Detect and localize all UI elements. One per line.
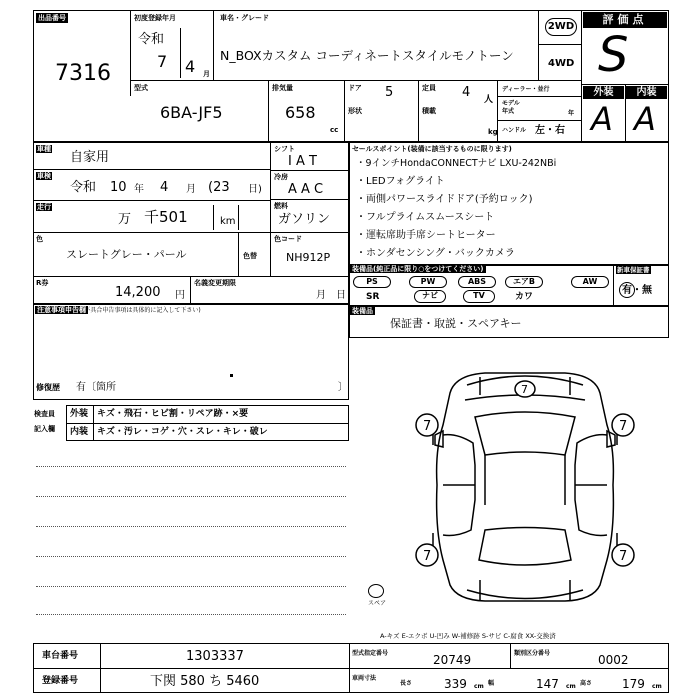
supplied-text: 保証書・取説・スペアキー [390, 317, 522, 330]
displacement-value: 658 [285, 103, 316, 122]
month-char: 月 [186, 184, 196, 195]
interior-label: 内装 [626, 86, 667, 99]
grade-value: S [598, 27, 629, 83]
recycle-label: R券 [36, 279, 49, 287]
equip-tv: TV [463, 290, 495, 303]
repair-close: 〕 [338, 382, 348, 393]
load-label: 積載 [422, 107, 436, 115]
first-reg-label: 初度登録年月 [134, 14, 176, 22]
doors-value: 5 [385, 85, 394, 100]
sales-point-item: ・LEDフォグライト [356, 176, 445, 187]
handle-label: ハンドル [502, 127, 527, 134]
dims-label: 車両寸法 [352, 675, 377, 682]
height-value: 179 [622, 677, 645, 691]
sales-point-item: ・フルプライムスムースシート [356, 212, 495, 223]
equip-ps: PS [353, 276, 391, 288]
grade-label: 評価点 [583, 12, 667, 28]
reg-label: 登録番号 [42, 676, 79, 686]
mark-front-right: 7 [619, 419, 628, 434]
new-warranty-circle [619, 282, 635, 298]
inspection-year: 10 [110, 180, 127, 195]
notes-hint: (不具合申告事項は具体的に記入して下さい) [82, 307, 201, 314]
displacement-label: 排気量 [272, 84, 293, 92]
equip-airbag: エアB [505, 276, 543, 288]
chassis-value: 1303337 [186, 649, 244, 664]
mileage-sen: 千501 [144, 208, 188, 226]
mark-front-left: 7 [423, 419, 432, 434]
car-diagram [395, 355, 655, 615]
repair-value: 有〔箇所 [76, 382, 116, 393]
model-year-label: モデル年式 [502, 100, 520, 115]
spare-circle [368, 584, 384, 598]
usage-label: 車種 [37, 145, 51, 153]
notes-line [36, 586, 346, 587]
tax-label: 名義変更期限 [194, 279, 236, 287]
color-code-label: 色コード [274, 235, 302, 243]
sales-points-title: セールスポイント(装備に該当するものに限ります) [352, 145, 512, 153]
cert-label: 型式指定番号 [352, 650, 389, 657]
notes-line [36, 526, 346, 527]
notes-line [36, 496, 346, 497]
sales-point-item: ・運転席助手席シートヒーター [356, 230, 496, 241]
interior-grade: A [634, 100, 656, 138]
inspection-label: 車検 [37, 172, 51, 180]
ac-label: 冷房 [274, 173, 288, 181]
year-char: 年 [134, 184, 144, 195]
length-unit: cm [474, 683, 484, 690]
mark-rear-right: 7 [619, 549, 628, 564]
height-unit: cm [652, 683, 662, 690]
year-unit: 年 [568, 110, 575, 117]
notes-line [36, 556, 346, 557]
cert-value: 20749 [433, 653, 472, 667]
first-reg-year: 7 [157, 52, 168, 71]
sales-point-item: ・ホンダセンシング・バックカメラ [356, 248, 515, 259]
shift-label: シフト [274, 145, 295, 153]
car-name: N_BOXカスタム コーディネートスタイルモノトーン [220, 48, 514, 63]
tax-month: 月 [316, 290, 326, 301]
mark-rear-left: 7 [423, 549, 432, 564]
equip-pw: PW [409, 276, 447, 288]
km-unit: km [220, 216, 236, 227]
shift-value: I A T [288, 154, 317, 169]
length-value: 339 [444, 677, 467, 691]
recycle-value: 14,200 [115, 285, 161, 300]
class-label: 類別区分番号 [514, 650, 551, 657]
fuel-label: 燃料 [274, 202, 288, 210]
exterior-grade: A [591, 100, 613, 138]
exterior-label: 外装 [583, 86, 624, 99]
mark-front-center: 7 [521, 383, 528, 396]
handle-value: 左・右 [535, 125, 565, 136]
day-char: 日) [248, 184, 262, 195]
yen-unit: 円 [175, 290, 185, 301]
inspector-ext-cat: 外装 [70, 409, 89, 419]
drive-2wd: 2WD [545, 18, 577, 36]
drive-4wd: 4WD [548, 58, 575, 69]
inspector-ext-text: キズ・飛石・ヒビ割・リペア跡・×要 [97, 409, 249, 419]
mileage-label: 走行 [37, 203, 51, 211]
inspector-label-2: 記入欄 [34, 425, 55, 433]
first-reg-era: 令和 [138, 32, 165, 47]
height-label: 高さ [580, 680, 593, 687]
equip-aw: AW [571, 276, 609, 288]
inspection-month: 4 [160, 180, 169, 195]
sales-point-item: ・両側パワースライドドア(予約ロック) [356, 194, 533, 205]
model-value: 6BA-JF5 [160, 103, 223, 122]
capacity-value: 4 [462, 85, 471, 100]
length-label: 長さ [400, 680, 413, 687]
width-unit: cm [566, 683, 576, 690]
inspection-era: 令和 [70, 180, 97, 195]
equipment-title: 装備品(純正品に限り○をつけてください) [352, 265, 484, 273]
color-value: スレートグレー・パール [66, 248, 187, 261]
color-code-value: NH912P [286, 251, 331, 264]
notes-label: 注意事項申告欄 [37, 306, 86, 314]
inspector-label-1: 検査員 [34, 410, 55, 418]
width-value: 147 [536, 677, 559, 691]
inspector-int-cat: 内装 [70, 427, 89, 437]
model-label: 型式 [134, 84, 148, 92]
color-label: 色 [36, 235, 43, 243]
inspection-day: (23 [208, 180, 230, 195]
damage-legend: A-キズ E-エクボ U-凹み W-補修跡 S-サビ C-腐食 XX-交換済 [380, 632, 556, 640]
lot-number: 7316 [55, 61, 111, 86]
lot-label: 出品番号 [38, 14, 66, 22]
new-warranty-value: 有・無 [622, 285, 652, 296]
chassis-label: 車台番号 [42, 651, 79, 661]
car-name-label: 車名・グレード [220, 14, 269, 22]
equip-navi: ナビ [414, 290, 446, 303]
ac-value: A A C [288, 182, 324, 197]
class-value: 0002 [598, 653, 629, 667]
spare-label: スペア [368, 600, 387, 607]
new-warranty-label: 新車保証書 [617, 266, 650, 274]
first-reg-month: 4 [185, 57, 196, 76]
sales-point-item: ・9インチHondaCONNECTナビ LXU-242NBi [356, 158, 557, 169]
month-unit: 月 [203, 70, 210, 78]
capacity-label: 定員 [422, 84, 436, 92]
inspector-int-text: キズ・汚レ・コゲ・穴・スレ・キレ・破レ [97, 427, 268, 437]
supplied-label: 装備品 [352, 307, 373, 315]
notes-line [36, 614, 346, 615]
repair-label: 修復歴 [36, 383, 60, 392]
cc-unit: cc [330, 126, 339, 134]
equip-leather: カワ [515, 292, 534, 302]
equip-sr: SR [366, 292, 380, 302]
shape-label: 形状 [348, 107, 362, 115]
doors-label: ドア [348, 84, 362, 92]
mileage-man: 万 [118, 212, 132, 227]
dealer-label: ディーラー・並行 [502, 86, 550, 93]
notes-line [36, 466, 346, 467]
kg-unit: kg [488, 128, 498, 136]
tax-day: 日 [336, 290, 346, 301]
equip-abs: ABS [458, 276, 496, 288]
fuel-value: ガソリン [278, 212, 331, 227]
person-unit: 人 [484, 95, 494, 105]
reg-value: 下関 580 ち 5460 [150, 674, 260, 689]
color-change-label: 色替 [243, 252, 257, 260]
notes-mark [230, 374, 233, 377]
usage-value: 自家用 [70, 150, 110, 165]
width-label: 幅 [488, 680, 495, 687]
